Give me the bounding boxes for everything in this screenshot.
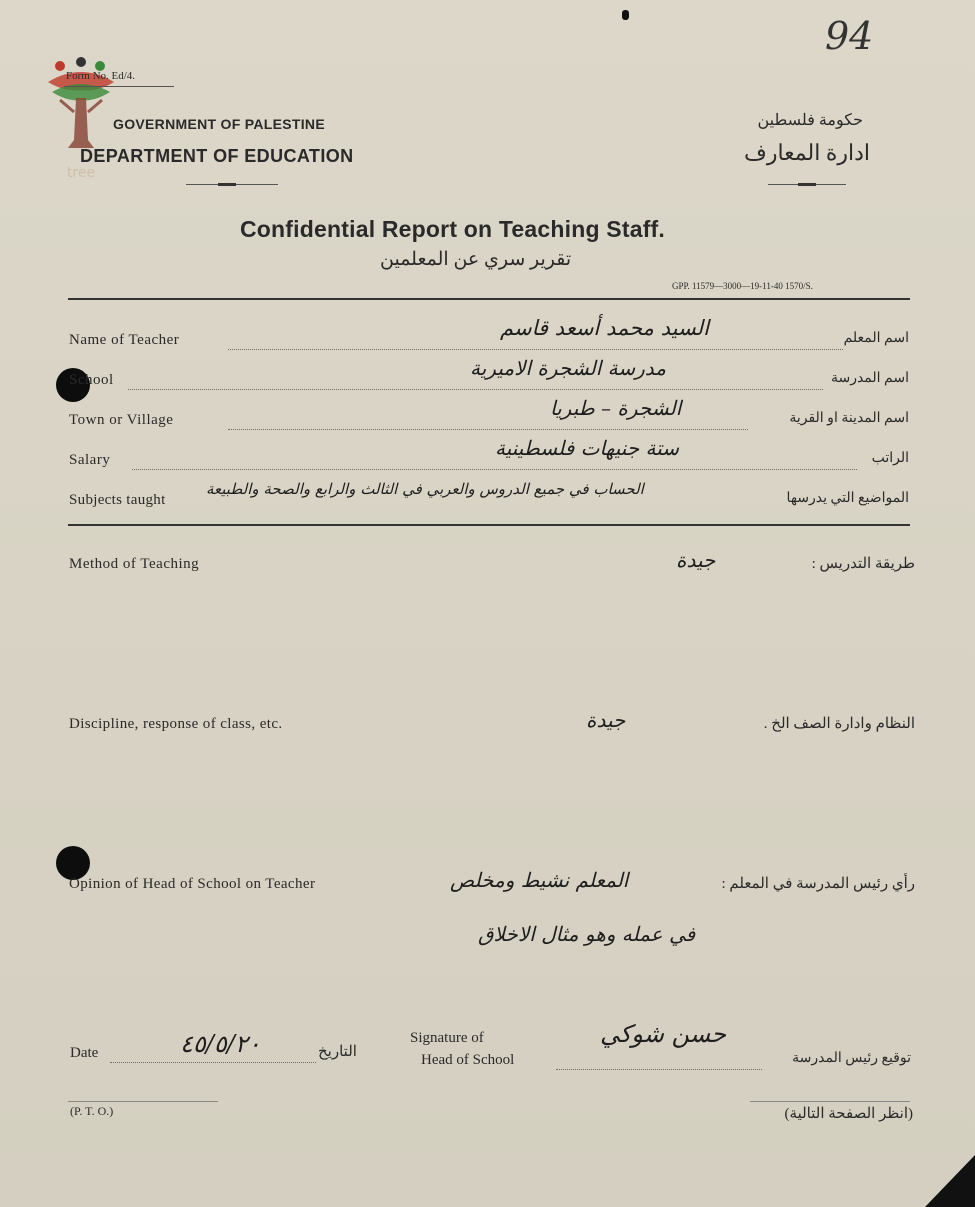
signature: حسن شوكي [600,1020,727,1048]
town-label-arabic: اسم المدينة او القرية [789,411,909,426]
subjects-label-arabic: المواضيع التي يدرسها [786,491,909,506]
discipline-value: جيدة [586,708,626,732]
svg-text:tree: tree [66,165,96,181]
arabic-department-heading: ادارة المعارف [744,140,870,165]
school-label: School [69,372,114,388]
department-heading: DEPARTMENT OF EDUCATION [80,146,354,166]
town-label: Town or Village [69,412,174,428]
pto-arabic: (انظر الصفحة التالية) [784,1106,913,1122]
name-label-arabic: اسم المعلم [843,331,909,346]
subjects-value: الحساب في جميع الدروس والعربي في الثالث والرابع والصحة والطبيعة [206,480,644,498]
date-label: Date [70,1045,99,1061]
salary-label-arabic: الراتب [871,451,909,466]
subjects-label: Subjects taught [69,492,166,508]
name-value: السيد محمد أسعد قاسم [500,316,709,340]
folded-corner [925,1155,975,1207]
date-dotline [110,1062,316,1063]
opinion-value-line1: المعلم نشيط ومخلص [450,868,629,892]
name-dotline [228,349,843,350]
opinion-label: Opinion of Head of School on Teacher [69,876,316,892]
print-code: GPP. 11579—3000—19-11-40 1570/S. [672,281,813,291]
method-value: جيدة [676,548,716,572]
salary-value: ستة جنيهات فلسطينية [495,436,680,460]
town-value: الشجرة – طبريا [550,396,682,420]
salary-dotline [132,469,857,470]
salary-label: Salary [69,452,111,468]
discipline-label-arabic: النظام وادارة الصف الخ . [763,716,915,732]
signature-dotline [556,1069,762,1070]
signature-label-line2: Head of School [421,1052,515,1068]
school-value: مدرسة الشجرة الاميرية [470,356,667,380]
school-dotline [128,389,823,390]
title-rule [68,298,910,300]
fields-bottom-rule [68,524,910,526]
footer-rule-left [68,1101,218,1102]
method-label-arabic: طريقة التدريس : [811,556,915,572]
page-number: 94 [825,14,874,58]
name-label: Name of Teacher [69,332,180,348]
ink-dot [622,10,629,20]
report-title: Confidential Report on Teaching Staff. [240,216,666,242]
pto-english: (P. T. O.) [70,1104,114,1118]
signature-label-line1: Signature of [410,1030,484,1046]
signature-label-arabic: توقيع رئيس المدرسة [792,1051,911,1066]
punch-hole [56,846,90,880]
footer-rule-right [750,1101,910,1102]
school-label-arabic: اسم المدرسة [830,371,909,386]
form-number: Form No. Ed/4. [66,70,136,82]
header-right-rule-mark [798,183,816,186]
method-label: Method of Teaching [69,556,200,572]
opinion-value-line2: في عمله وهو مثال الاخلاق [478,922,696,946]
report-title-arabic: تقرير سري عن المعلمين [380,249,572,270]
town-dotline [228,429,748,430]
opinion-label-arabic: رأي رئيس المدرسة في المعلم : [721,876,915,892]
date-value: ٤٥/٥/٢٠ [180,1030,261,1058]
arabic-government-heading: حكومة فلسطين [757,112,863,129]
form-number-underline [64,86,174,87]
government-heading: GOVERNMENT OF PALESTINE [113,116,325,132]
header-left-rule-mark [218,183,236,186]
date-label-arabic: التاريخ [318,1044,357,1060]
discipline-label: Discipline, response of class, etc. [69,716,283,732]
